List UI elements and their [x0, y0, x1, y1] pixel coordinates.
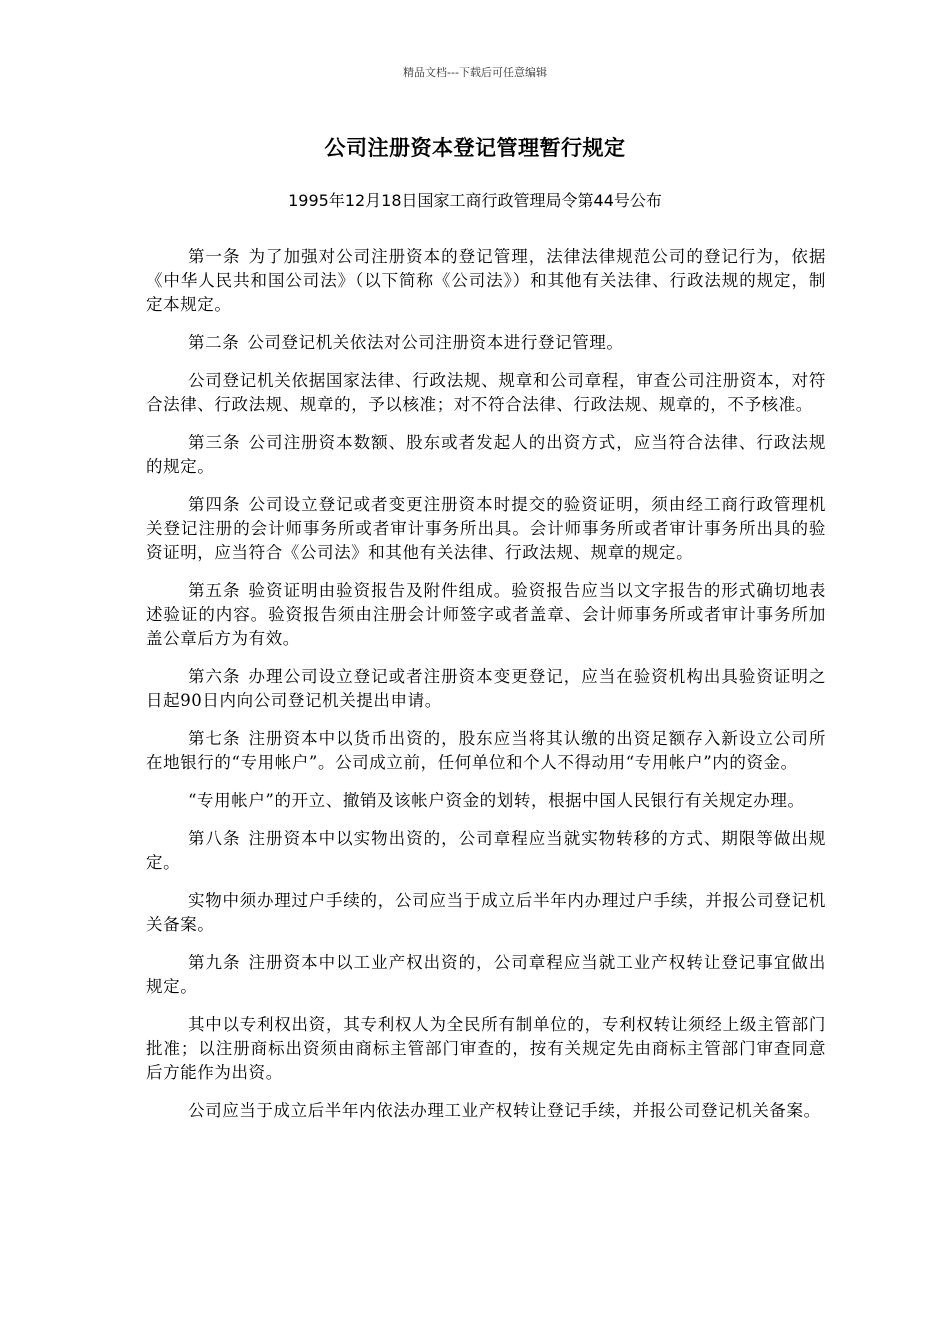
paragraph-text: 注册资本中以货币出资的，股东应当将其认缴的出资足额存入新设立公司所在地银行的“专用帐户”。公司成立前，任何单位和个人不得动用“专用帐户”内的资金。	[146, 729, 826, 772]
paragraph-article-8-cont	[146, 889, 826, 937]
paragraph-text: 办理公司设立登记或者注册资本变更登记，应当在验资机构出具验资证明之日起90日内向公司登记机关提出申请。	[146, 667, 826, 710]
article-label: 第四条	[188, 495, 241, 514]
paragraph-text: 公司登记机关依法对公司注册资本进行登记管理。	[247, 333, 624, 352]
article-label: 第一条	[188, 247, 241, 266]
paragraph-article-4	[146, 493, 826, 565]
paragraph-article-7	[146, 727, 826, 775]
paragraph-article-6	[146, 665, 826, 713]
document-body	[146, 245, 826, 1137]
paragraph-article-5	[146, 579, 826, 651]
header-watermark: 精品文档---下载后可任意编辑	[403, 66, 547, 79]
paragraph-article-9	[146, 951, 826, 999]
article-label: 第三条	[188, 433, 241, 452]
paragraph-text: “专用帐户”的开立、撤销及该帐户资金的划转，根据中国人民银行有关规定办理。	[188, 791, 805, 810]
page-subtitle: 1995年12月18日国家工商行政管理局令第44号公布	[288, 191, 662, 210]
paragraph-article-3	[146, 431, 826, 479]
paragraph-text: 公司注册资本数额、股东或者发起人的出资方式，应当符合法律、行政法规的规定。	[146, 433, 826, 476]
paragraph-text: 注册资本中以工业产权出资的，公司章程应当就工业产权转让登记事宜做出规定。	[146, 953, 826, 996]
paragraph-text: 实物中须办理过户手续的，公司应当于成立后半年内办理过户手续，并报公司登记机关备案。	[146, 891, 826, 934]
paragraph-article-7-cont	[146, 789, 826, 813]
paragraph-article-8	[146, 827, 826, 875]
paragraph-text: 其中以专利权出资，其专利权人为全民所有制单位的，专利权转让须经上级主管部门批准；以注册商标出资须由商标主管部门审查的，按有关规定先由商标主管部门审查同意后方能作为出资。	[146, 1015, 826, 1082]
paragraph-article-9-cont	[146, 1013, 826, 1085]
paragraph-article-2-cont	[146, 369, 826, 417]
paragraph-article-2	[146, 331, 826, 355]
paragraph-text: 验资证明由验资报告及附件组成。验资报告应当以文字报告的形式确切地表述验证的内容。验资报告须由注册会计师签字或者盖章、会计师事务所或者审计事务所加盖公章后方为有效。	[146, 581, 826, 648]
article-label: 第七条	[188, 729, 241, 748]
paragraph-text: 公司登记机关依据国家法律、行政法规、规章和公司章程，审查公司注册资本，对符合法律、行政法规、规章的，予以核准；对不符合法律、行政法规、规章的，不予核准。	[146, 371, 826, 414]
paragraph-text: 为了加强对公司注册资本的登记管理，法律法律规范公司的登记行为，依据《中华人民共和国公司法》（以下简称《公司法》）和其他有关法律、行政法规的规定，制定本规定。	[146, 247, 826, 314]
paragraph-text: 公司设立登记或者变更注册资本时提交的验资证明，须由经工商行政管理机关登记注册的会计师事务所或者审计事务所出具。会计师事务所或者审计事务所出具的验资证明，应当符合《公司法》和其他有关法律、行政法规、规章的规定。	[146, 495, 826, 562]
article-label: 第九条	[188, 953, 241, 972]
article-label: 第二条	[188, 333, 240, 352]
article-label: 第五条	[188, 581, 241, 600]
paragraph-article-9-cont-2	[146, 1099, 826, 1123]
paragraph-article-1	[146, 245, 826, 317]
article-label: 第六条	[188, 667, 241, 686]
article-label: 第八条	[188, 829, 241, 848]
page-title: 公司注册资本登记管理暂行规定	[324, 136, 626, 160]
paragraph-text: 公司应当于成立后半年内依法办理工业产权转让登记手续，并报公司登记机关备案。	[188, 1101, 821, 1120]
paragraph-text: 注册资本中以实物出资的，公司章程应当就实物转移的方式、期限等做出规定。	[146, 829, 826, 872]
